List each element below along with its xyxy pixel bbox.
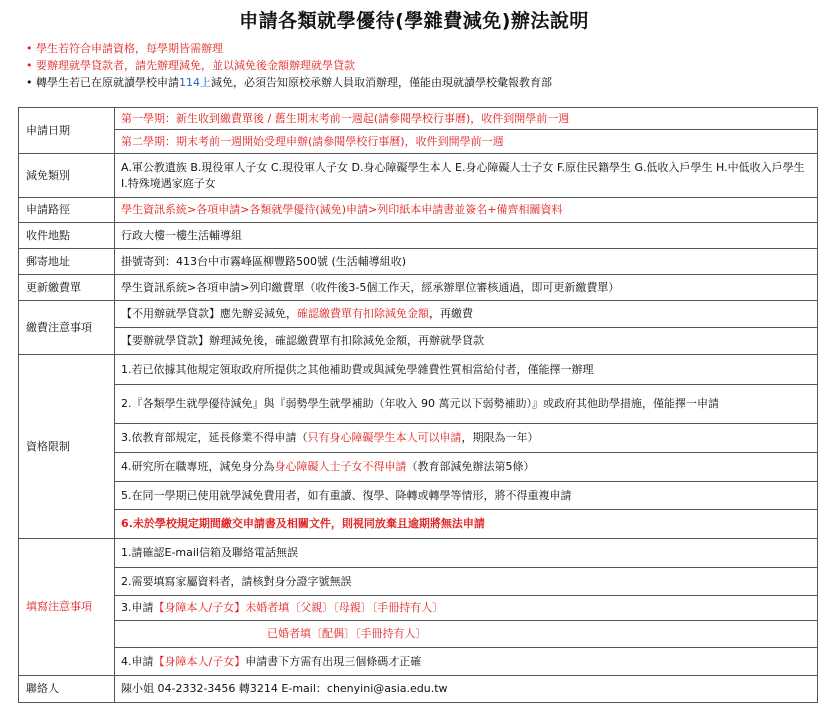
row-label-category: 減免類別 (19, 154, 115, 198)
form-note-1: 1.請確認E-mail信箱及聯絡電話無誤 (115, 539, 818, 568)
eligibility-item-1: 1.若已依據其他規定領取政府所提供之其他補助費或與減免學雜費性質相當給付者，僅能擇一辦理 (115, 355, 818, 385)
table-row (19, 154, 818, 198)
apply-date-first: 第一學期：新生收到繳費單後 / 舊生期末考前一週起(請參閱學校行事曆)，收件到開學前一週 (115, 108, 818, 130)
note-emphasis: 【身障本人/子女】 (153, 654, 246, 668)
row-label-receive-place: 收件地點 (19, 223, 115, 249)
notice-list (26, 40, 552, 91)
table-row (19, 648, 818, 676)
bullet-icon: • (26, 59, 33, 72)
table-row (19, 676, 818, 703)
table-row (19, 385, 818, 424)
notice-text: 轉學生若已在原就讀學校申請 (36, 76, 179, 89)
notice-item (26, 57, 552, 74)
apply-date-second: 第二學期：期末考前一週開始受理申辦(請參閱學校行事曆)，收件到開學前一週 (115, 130, 818, 154)
row-label-eligibility: 資格限制 (19, 355, 115, 539)
bullet-icon: • (26, 76, 33, 89)
bullet-icon: • (26, 42, 33, 55)
contact-text: 陳小姐 04-2332-3456 轉3214 E-mail：chenyini@asia.edu.tw (115, 676, 818, 703)
row-label-mail-addr: 郵寄地址 (19, 249, 115, 275)
table-row (19, 223, 818, 249)
table-row (19, 510, 818, 539)
payment-note-no-loan (115, 301, 818, 328)
note-text: 申請書下方需有出現三個條碼才正確 (245, 654, 422, 668)
item-emphasis: 只有身心障礙學生本人可以申請 (307, 431, 462, 444)
eligibility-item-5: 5.在同一學期已使用就學減免費用者，如有重讀、復學、降轉或轉學等情形，將不得重複申請 (115, 482, 818, 510)
table-row (19, 249, 818, 275)
eligibility-item-6: 6.未於學校規定期間繳交申請書及相關文件，則視同放棄且逾期將無法申請 (115, 510, 818, 539)
form-note-3-married: 已婚者填〔配偶〕〔手冊持有人〕 (115, 621, 818, 648)
table-row (19, 355, 818, 385)
table-row (19, 482, 818, 510)
receive-place-text: 行政大樓一樓生活輔導組 (115, 223, 818, 249)
notice-text: 要辦理就學貸款者，請先辦理減免，並以減免後金額辦理就學貸款 (36, 59, 355, 72)
table-row (19, 621, 818, 648)
table-row (19, 301, 818, 328)
table-row (19, 539, 818, 568)
table-row (19, 424, 818, 453)
table-row (19, 453, 818, 482)
payment-note-loan: 【要辦就學貸款】辦理減免後，確認繳費單有扣除減免金額，再辦就學貸款 (115, 328, 818, 355)
table-row (19, 275, 818, 301)
row-label-form-notes: 填寫注意事項 (19, 539, 115, 676)
notice-text: 減免，必須告知原校承辦人員取消辦理，僅能由現就讀學校彙報教育部 (211, 76, 552, 89)
table-row (19, 198, 818, 223)
notice-item (26, 40, 552, 57)
row-label-apply-path: 申請路徑 (19, 198, 115, 223)
page-title: 申請各類就學優待(學雜費減免)辦法說明 (239, 10, 589, 32)
item-text: （教育部減免辦法第5條） (406, 460, 535, 473)
row-label-payment-notes: 繳費注意事項 (19, 301, 115, 355)
item-emphasis: 身心障礙人士子女不得申請 (274, 460, 407, 473)
table-row (19, 596, 818, 621)
notice-text: 學生若符合申請資格，每學期皆需辦理 (36, 42, 223, 55)
row-label-update-bill: 更新繳費單 (19, 275, 115, 301)
note-text: 3.申請 (121, 601, 154, 614)
note-emphasis: 【身障本人/子女】未婚者填〔父親〕〔母親〕〔手冊持有人〕 (153, 601, 444, 614)
info-table (18, 107, 818, 703)
category-text: A.軍公教遺族 B.現役軍人子女 C.現役軍人子女 D.身心障礙學生本人 E.身心障礙人士子女 F.原住民籍學生 G.低收入戶學生 H.中低收入戶學生 I.特殊境遇家庭子女 (115, 154, 818, 198)
eligibility-item-4 (115, 453, 818, 482)
row-label-contact: 聯絡人 (19, 676, 115, 703)
item-text: ，期限為一年） (461, 431, 539, 444)
form-note-2: 2.需要填寫家屬資料者，請核對身分證字號無誤 (115, 568, 818, 596)
eligibility-item-2: 2.『各類學生就學優待減免』與『弱勢學生就學補助（年收入 90 萬元以下弱勢補助）』或政府其他助學措施，僅能擇一申請 (115, 385, 818, 424)
table-row (19, 568, 818, 596)
eligibility-item-3 (115, 424, 818, 453)
form-note-4 (115, 648, 818, 676)
item-text: 4.研究所在職專班，減免身分為 (121, 460, 275, 473)
notice-item (26, 74, 552, 91)
row-label-apply-date: 申請日期 (19, 108, 115, 154)
update-bill-text: 學生資訊系統>各項申請>列印繳費單（收件後3-5個工作天，經承辦單位審核通過，即可更新繳費單） (115, 275, 818, 301)
note-text: ，再繳費 (429, 307, 473, 320)
note-text: 【不用辦就學貸款】應先辦妥減免， (121, 307, 297, 320)
mail-addr-text: 掛號寄到：413台中市霧峰區柳豐路500號 (生活輔導組收) (115, 249, 818, 275)
table-row (19, 108, 818, 130)
note-emphasis: 確認繳費單有扣除減免金額 (297, 307, 429, 320)
form-note-3 (115, 596, 818, 621)
note-text: 4.申請 (121, 654, 154, 668)
table-row (19, 130, 818, 154)
item-text: 3.依教育部規定，延長修業不得申請（ (121, 431, 308, 444)
table-row (19, 328, 818, 355)
apply-path-text: 學生資訊系統>各項申請>各類就學優待(減免)申請>列印紙本申請書並簽名+備齊相關資料 (115, 198, 818, 223)
semester-highlight: 114上 (179, 76, 211, 89)
